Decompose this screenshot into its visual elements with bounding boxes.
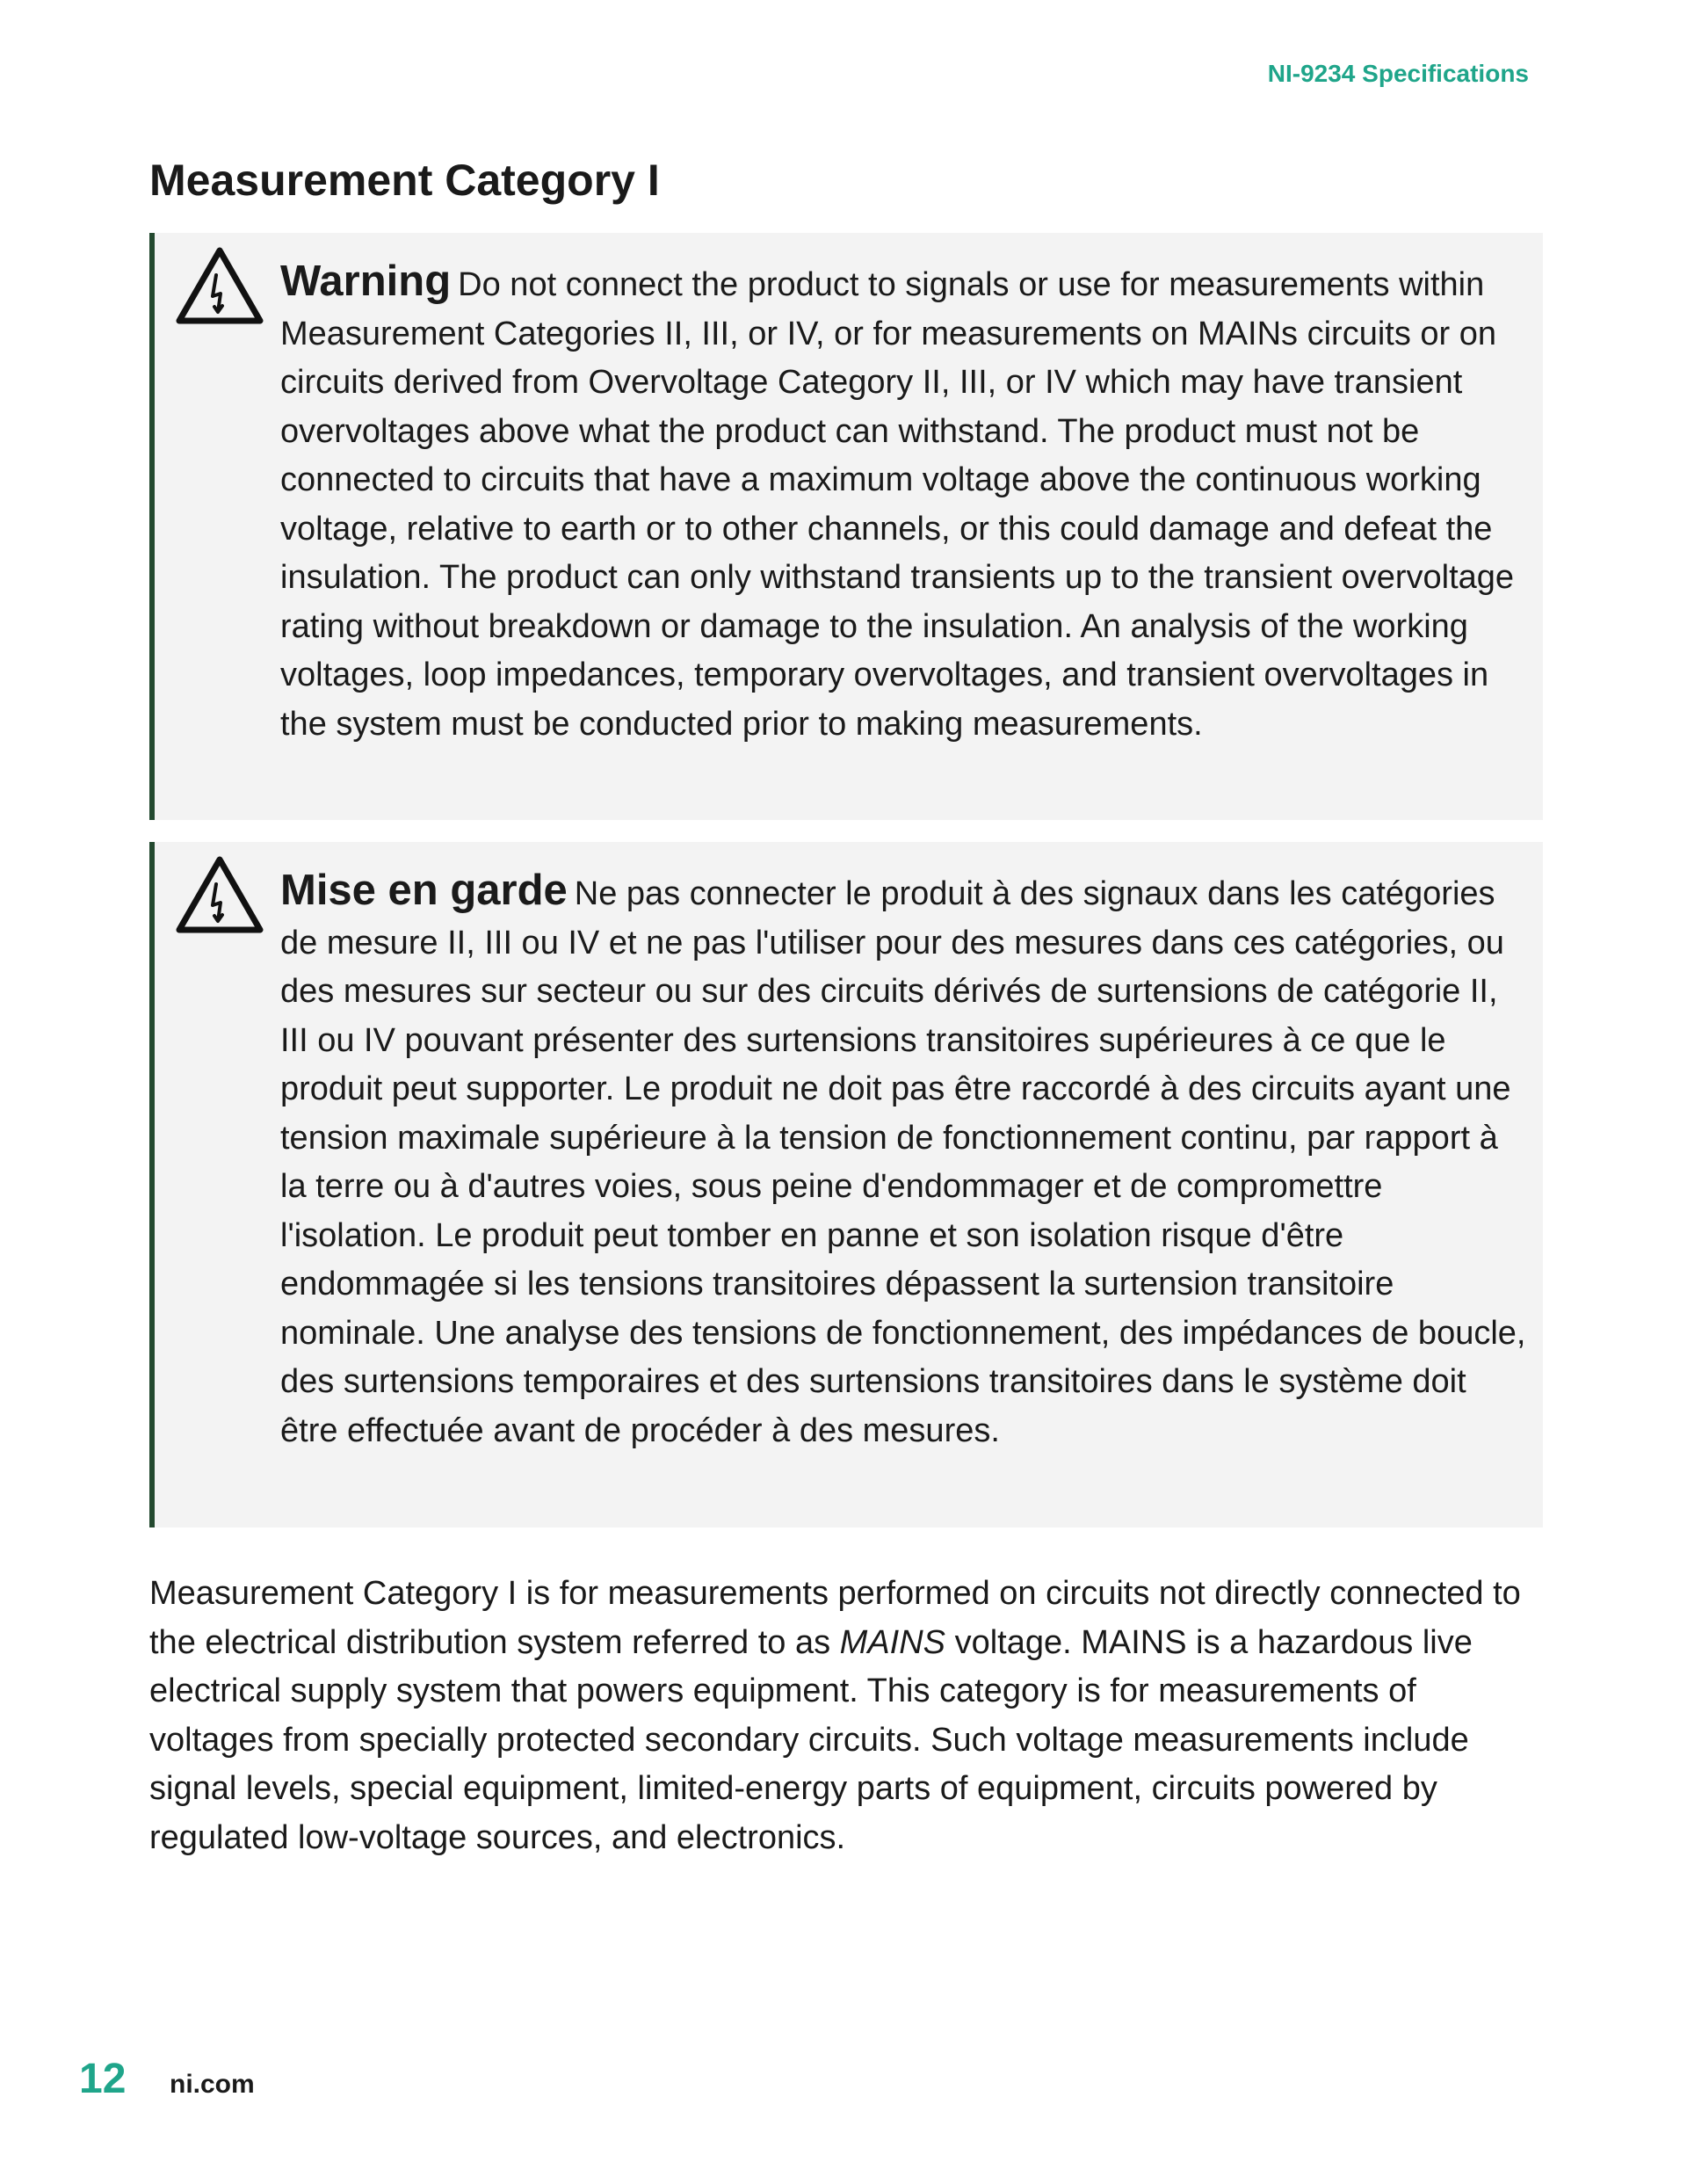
warning-label: Warning	[280, 258, 452, 305]
mise-en-garde-label: Mise en garde	[280, 867, 568, 914]
electrical-hazard-triangle-icon	[174, 854, 265, 935]
warning-body: Do not connect the product to signals or use for measurements within Measurement Categories II, III, or IV, or for measurements on MAINs circuits or on circuits derived from Overvoltage Category II, III, or IV which may have transient overvoltages above what the product can withstand. The product must not be connected to circuits that have a maximum voltage above the continuous working voltage, relative to earth or to other channels, or this could damage and defeat the insulation. The product can only withstand transients up to the transient overvoltage rating without breakdown or damage to the insulation. An analysis of the working voltages, loop impedances, temporary overvoltages, and transient overvoltages in the system must be conducted prior to making measurements.	[280, 266, 1515, 743]
document-title: NI-9234 Specifications	[1267, 60, 1529, 87]
warning-callout	[149, 233, 1543, 820]
site-url: ni.com	[170, 2070, 255, 2099]
mise-en-garde-callout	[149, 842, 1543, 1527]
body-paragraph	[149, 1570, 1543, 1862]
body-text-start: Measurement Category I is for measurements performed on circuits not directly connected to the electrical distribution system referred to as	[149, 1575, 1521, 1661]
electrical-hazard-triangle-icon	[174, 245, 265, 326]
mise-en-garde-body: Ne pas connecter le produit à des signaux dans les catégories de mesure II, III ou IV et ne pas l'utiliser pour des mesures dans ces catégories, ou des mesures sur secteur ou sur des circuits dérivés de surtensions de catégorie II, III ou IV pouvant présenter des surtensions transitoires supérieures à ce que le produit peut supporter. Le produit ne doit pas être raccordé à des circuits ayant une tension maximale supérieure à la tension de fonctionnement continu, par rapport à la terre ou à d'autres voies, sous peine d'endommager et de compromettre l'isolation. Le produit peut tomber en panne et son isolation risque d'être endommagée si les tensions transitoires dépassent la surtension transitoire nominale. Une analyse des tensions de fonctionnement, des impédances de boucle, des surtensions temporaires et des surtensions transitoires dans le système doit être effectuée avant de procéder à des mesures.	[280, 875, 1526, 1449]
body-text-end: voltage. MAINS is a hazardous live electrical supply system that powers equipment. This category is for measurements of voltages from specially protected secondary circuits. Such voltage measurements include signal levels, special equipment, limited-energy parts of equipment, circuits powered by regulated low-voltage sources, and electronics.	[149, 1623, 1473, 1856]
mains-term: MAINS	[839, 1623, 946, 1661]
section-heading: Measurement Category I	[149, 156, 660, 205]
page-number: 12	[79, 2056, 127, 2102]
mise-en-garde-text	[280, 867, 1526, 1455]
warning-text	[280, 258, 1526, 749]
